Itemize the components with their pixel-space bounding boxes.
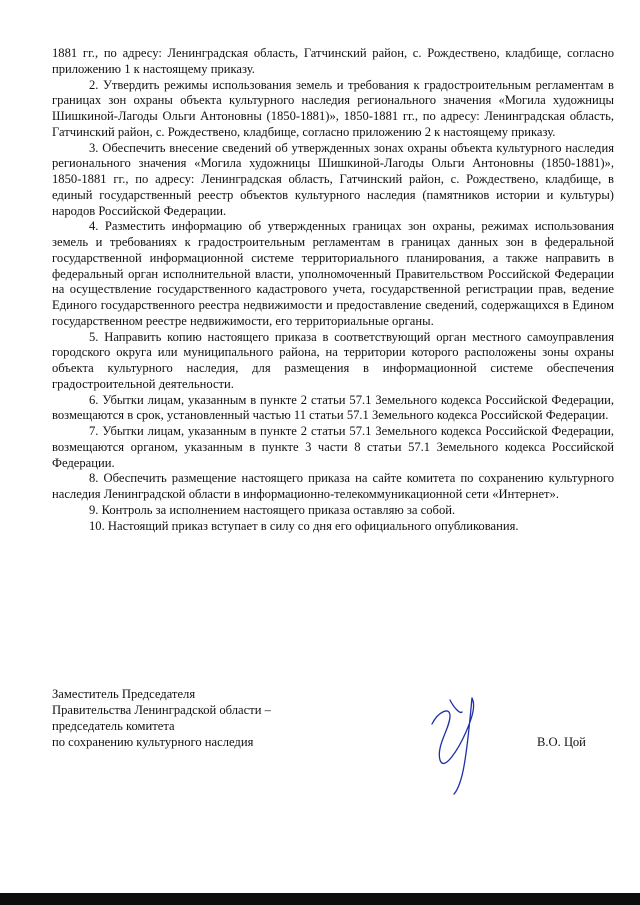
handwritten-signature xyxy=(420,688,510,798)
paragraph-6: 6. Убытки лицам, указанным в пункте 2 статьи 57.1 Земельного кодекса Российской Федерации, возмещаются в срок, установленный частью 11 статьи 57.1 Земельного кодекса Российской Федерации. xyxy=(52,392,614,423)
paragraph-3: 3. Обеспечить внесение сведений об утвержденных зонах охраны объекта культурного наследия регионального значения «Могила художницы Шишкиной-Лагоды Ольги Антоновны (1850-1881)», 1850-1881 гг., по адресу: Ленинградская область, Гатчинский район, с. Рождествено, кладбище, в единый государственный реестр объектов культурного наследия (памятников истории и культуры) народов Российской Федерации. xyxy=(52,140,614,218)
signer-name: В.О. Цой xyxy=(537,735,586,749)
signatory-position xyxy=(52,686,382,750)
signatory-position-line-4: по сохранению культурного наследия xyxy=(52,735,254,749)
scan-bottom-edge xyxy=(0,893,640,905)
order-body-text xyxy=(52,46,614,534)
signatory-position-line-3: председатель комитета xyxy=(52,719,175,733)
paragraph-8: 8. Обеспечить размещение настоящего приказа на сайте комитета по сохранению культурного наследия Ленинградской области в информационно-телекоммуникационной сети «Интернет». xyxy=(52,471,614,501)
paragraph-10: 10. Настоящий приказ вступает в силу со дня его официального опубликования. xyxy=(89,518,519,533)
signatory-position-line-2: Правительства Ленинградской области – xyxy=(52,703,271,717)
paragraph-5: 5. Направить копию настоящего приказа в соответствующий орган местного самоуправления городского округа или муниципального района, на территории которого расположены зоны охраны объекта культурного наследия, для размещения в информационной системе обеспечения градостроительной деятельности. xyxy=(52,329,614,391)
paragraph-2: 2. Утвердить режимы использования земель и требования к градостроительным регламентам в границах зон охраны объекта культурного наследия регионального значения «Могила художницы Шишкиной-Лагоды Ольги Антоновны (1850-1881)», 1850-1881 гг., по адресу: Ленинградская область, Гатчинский район, с. Рождествено, кладбище, согласно приложению 2 к настоящему приказу. xyxy=(52,77,614,139)
paragraph-7: 7. Убытки лицам, указанным в пункте 2 статьи 57.1 Земельного кодекса Российской Федерации, возмещаются органом, указанным в пункте 3 части 8 статьи 57.1 Земельного кодекса Российской Федерации. xyxy=(52,424,614,470)
paragraph-1-continuation: 1881 гг., по адресу: Ленинградская область, Гатчинский район, с. Рождествено, кладбище, согласно приложению 1 к настоящему приказу. xyxy=(52,46,614,76)
signatory-position-line-1: Заместитель Председателя xyxy=(52,687,196,701)
paragraph-4: 4. Разместить информацию об утвержденных границах зон охраны, режимах использования земель и требованиях к градостроительным регламентам в границах данных зон в федеральной государственной информационной системе территориального планирования, а также направить в федеральный орган исполнительной власти, уполномоченный Правительством Российской Федерации на осуществление государственного кадастрового учета, государственной регистрации прав, ведение Единого государственного реестра недвижимости и предоставление сведений, содержащихся в Едином государственном реестре недвижимости, его территориальные органы. xyxy=(52,219,614,328)
paragraph-9: 9. Контроль за исполнением настоящего приказа оставляю за собой. xyxy=(89,502,456,517)
